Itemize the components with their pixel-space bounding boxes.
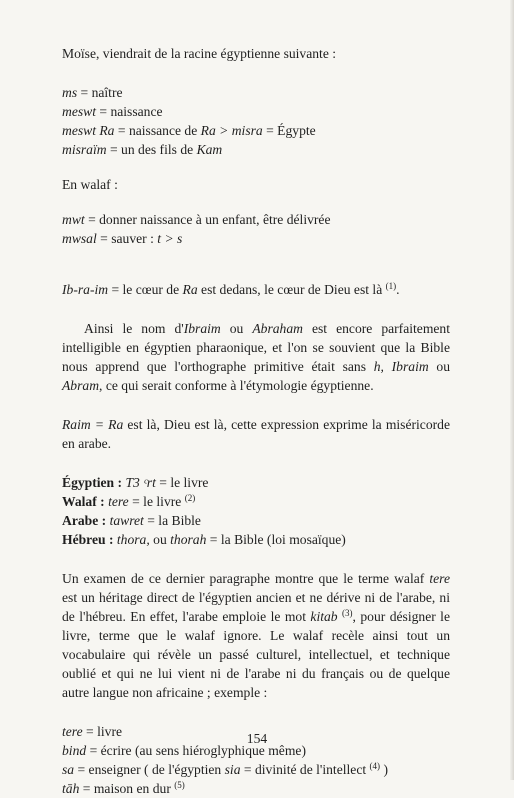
etymology-line: meswt = naissance [62, 104, 163, 119]
ibraim-line: Ib-ra-im = le cœur de Ra est dedans, le cœur de Dieu est là $^{(1)}$. [62, 281, 400, 297]
intro-line: Moïse, viendrait de la racine égyptienne suivante : [62, 46, 337, 61]
etymology-line: ms = naître [62, 85, 123, 100]
footnote-ref: (1) [385, 281, 397, 291]
footnote-ref: (4) [369, 761, 381, 771]
vocab-line: tāh = maison en dur $^{(5)}$ [62, 780, 185, 796]
livre-line: Hébreu : thora, ou thorah = la Bible (loi mosaïque) [62, 532, 346, 547]
walaf-line: mwsal = sauver : t > s [62, 231, 183, 246]
page-edge [510, 0, 514, 780]
etymology-line: misraïm = un des fils de Kam [62, 142, 223, 157]
page-body [62, 44, 450, 798]
etymology-line: meswt Ra = naissance de Ra > misra = Égypte [62, 123, 316, 138]
footnote-ref: (5) [174, 780, 185, 790]
vocab-line: sa = enseigner ( de l'égyptien sia = divinité de l'intellect $^{(4)}$ ) [62, 761, 388, 777]
walaf-intro: En walaf : [62, 177, 118, 192]
page-number: 154 [246, 731, 268, 746]
vocab-line: bind = écrire (au sens hiéroglyphique même) [62, 743, 306, 758]
walaf-line: mwt = donner naissance à un enfant, être délivrée [62, 212, 331, 227]
livre-line: Arabe : tawret = la Bible [62, 513, 201, 528]
livre-line: Walaf : tere = le livre $^{(2)}$ [62, 493, 196, 509]
livre-line: Égyptien : T3 ᶜrt = le livre [62, 475, 209, 490]
paragraph-abraham: Ainsi le nom d'Ibraim ou Abraham est encore parfaitement intelligible en égyptien pharaonique, et l'on se souvient que la Bible nous apprend que l'orthographe primitive était sans h, Ibraim ou Abram, ce qui serait conforme à l'étymologie égyptienne. [62, 321, 451, 393]
paragraph-examen: Un examen de ce dernier paragraphe montre que le terme walaf tere est un héritage direct de l'égyptien ancien et ne dérive ni de l'arabe, ni de l'hébreu. En effet, l'arabe emploie le mot kitab $^{(3)}$, pour désigner le livre, terme que le walaf ignore. Le walaf recèle ainsi tout un vocabulaire qui révèle un passé culturel, intellectuel, et technique oublié et qui ne lui vient ni de l'arabe ni du français ou de quelque autre langue non africaine ; exemple : [62, 571, 450, 700]
paragraph-raim: Raim = Ra est là, Dieu est là, cette expression exprime la miséricorde en arabe. [62, 417, 450, 451]
footnote-ref: (3) [342, 608, 353, 618]
vocab-line: tere = livre [62, 724, 123, 739]
footnote-ref: (2) [184, 493, 196, 503]
